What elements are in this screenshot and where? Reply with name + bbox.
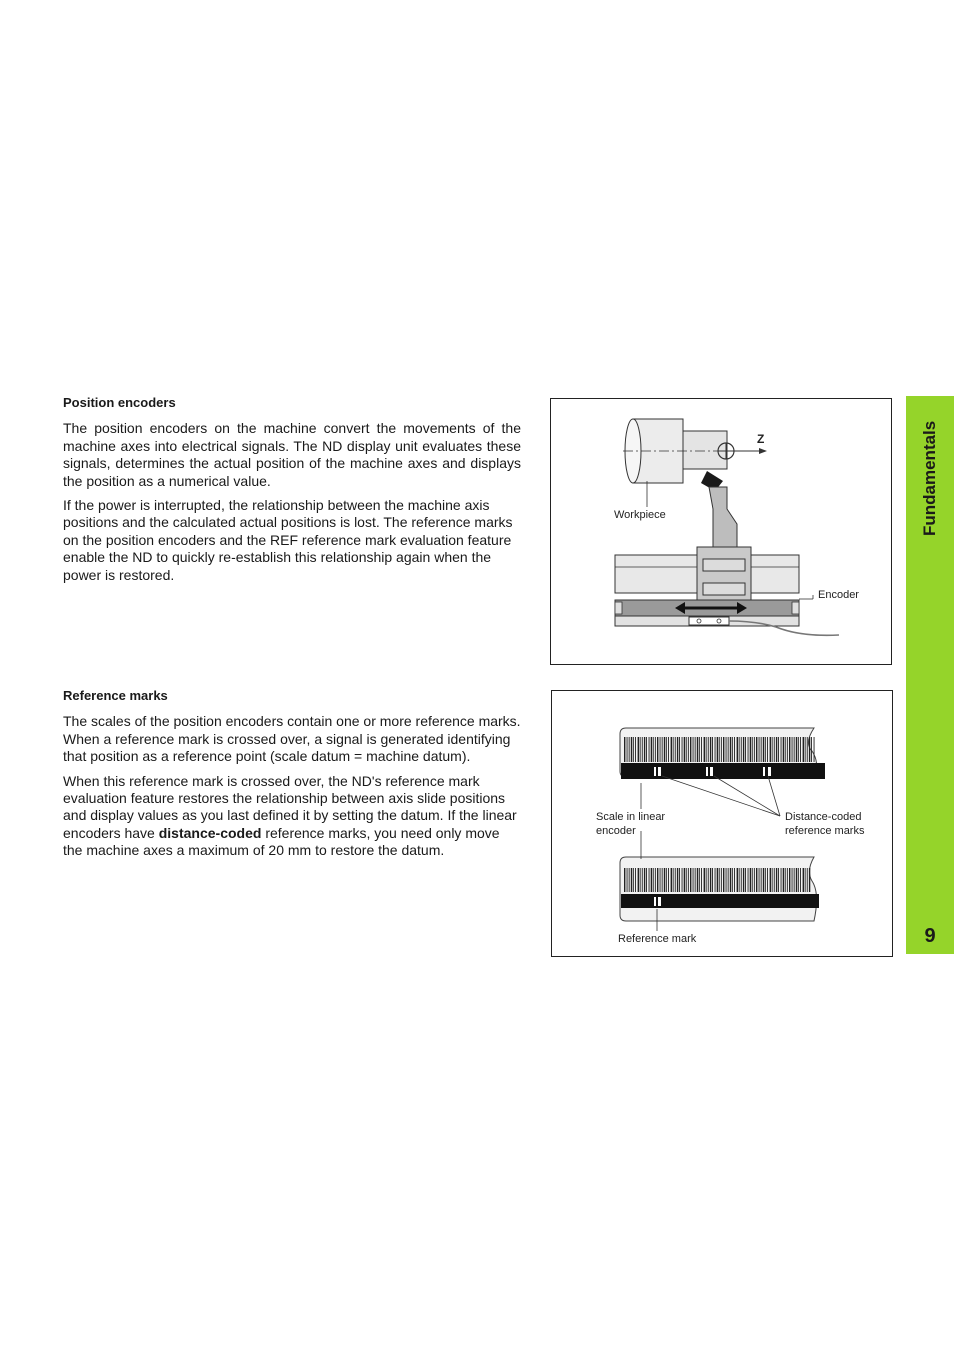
page-number: 9 — [924, 925, 936, 947]
paragraph-text: reference marks, you need only move the machine axes a maximum of 20 mm to restore the datum. — [63, 824, 500, 859]
paragraph: If the power is interrupted, the relationship between the machine axis positions and the calculated actual positions is lost. The reference marks on the position encoders and the REF reference mark evaluation feature enable the ND to quickly re-establish this relationship again when the power is restored. — [63, 497, 513, 583]
figure-reference-marks — [551, 690, 893, 957]
paragraph-text: When this reference mark is crossed over, the ND's reference mark evaluation feature restores the relationship between axis slide positions and display values as you last defined it by setting the datum. If the linear encoders have — [63, 772, 517, 841]
bold-term: distance-coded — [158, 824, 262, 841]
scale-label-line1: Scale in linear — [596, 811, 666, 823]
section-position-encoders — [63, 394, 521, 591]
scale-label-line2: encoder — [596, 825, 636, 837]
scale-illustration — [552, 691, 892, 956]
figure-position-encoder — [550, 398, 892, 665]
encoder-label: Encoder — [818, 589, 859, 601]
workpiece-label: Workpiece — [614, 509, 666, 521]
paragraph: The position encoders on the machine convert the movements of the machine axes into electrical signals. The ND display unit evaluates these signals, determines the actual position of the machine axes and displays the position as a numerical value. — [63, 420, 521, 489]
section-heading: Position encoders — [63, 395, 176, 410]
distance-coded-label-line1: Distance-coded — [785, 811, 862, 823]
z-axis-label: Z — [757, 432, 765, 446]
reference-mark-label: Reference mark — [618, 933, 697, 945]
section-reference-marks — [63, 687, 521, 867]
distance-coded-label-line2: reference marks — [785, 825, 865, 837]
chapter-tab — [906, 396, 954, 954]
encoder-illustration — [551, 399, 891, 664]
paragraph: The scales of the position encoders contain one or more reference marks. When a reference mark is crossed over, a signal is generated identifying that position as a reference point (scale datum = machine datum). — [63, 713, 521, 765]
chapter-title: Fundamentals — [920, 420, 939, 536]
section-heading: Reference marks — [63, 688, 168, 703]
paragraph — [63, 773, 521, 860]
